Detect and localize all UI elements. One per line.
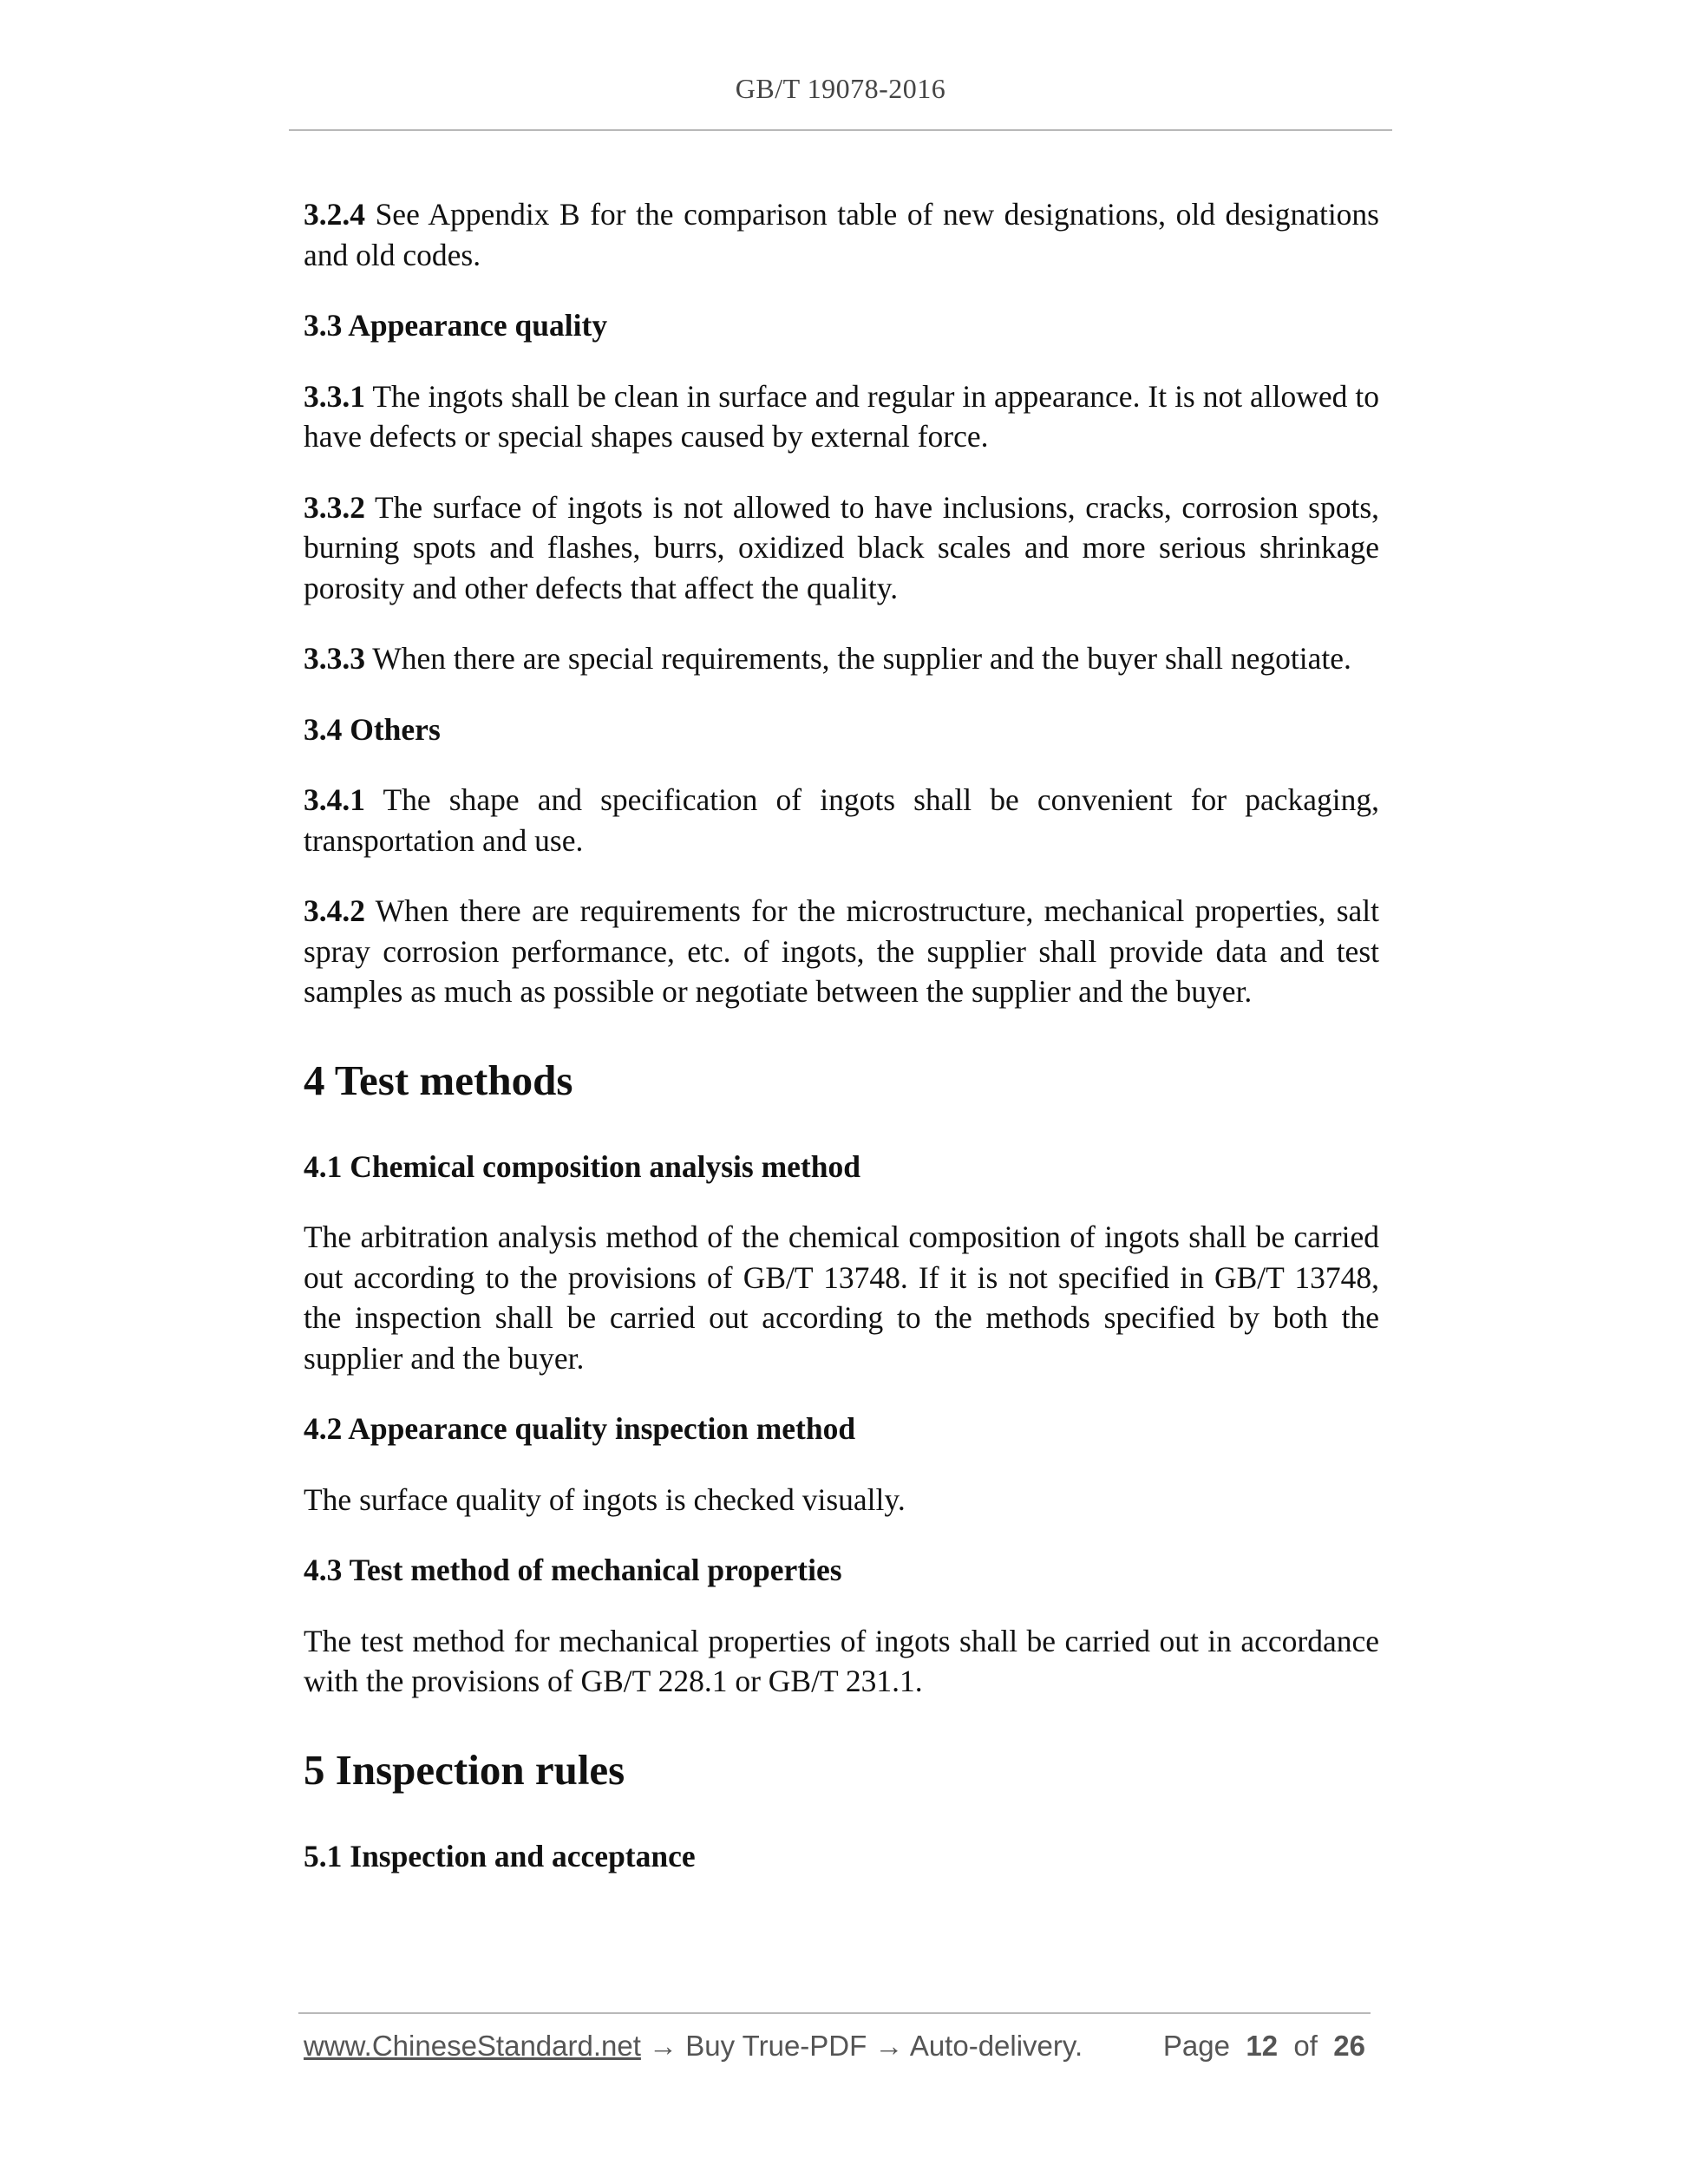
document-header: GB/T 19078-2016 [735, 73, 946, 104]
footer-divider [298, 2012, 1371, 2014]
clause-3-4-1 [304, 780, 1379, 860]
clause-text: When there are special requirements, the supplier and the buyer shall negotiate. [372, 641, 1351, 676]
page-current: 12 [1246, 2030, 1279, 2062]
heading-3-3: 3.3 Appearance quality [304, 308, 608, 343]
clause-text: The surface of ingots is not allowed to have inclusions, cracks, corrosion spots, burning spots and flashes, burrs, oxidized black scales and more serious shrinkage porosity and other defects that affect the quality. [304, 489, 1380, 605]
paragraph-4-1: The arbitration analysis method of the chemical composition of ingots shall be carried out according to the provisions of GB/T 13748. If it is not specified in GB/T 13748, the inspection shall be carried out according to the methods specified by both the supplier and the buyer. [304, 1220, 1379, 1376]
page-label: Page [1162, 2030, 1230, 2062]
heading-5-1: 5.1 Inspection and acceptance [304, 1838, 696, 1873]
heading-4-1: 4.1 Chemical composition analysis method [304, 1148, 860, 1184]
page-number [1163, 2030, 1365, 2063]
clause-text: See Appendix B for the comparison table of new designations, old designations and old codes. [304, 197, 1380, 272]
heading-5: 5 Inspection rules [304, 1745, 625, 1794]
clause-3-3-1 [304, 376, 1379, 457]
clause-text: When there are requirements for the microstructure, mechanical properties, salt spray corrosion performance, etc. of ingots, the supplier shall provide data and test samples as much as possible or negotiate between the supplier and the buyer. [304, 893, 1380, 1009]
of-label: of [1293, 2030, 1318, 2062]
page-total: 26 [1333, 2030, 1365, 2062]
paragraph-4-3: The test method for mechanical properties of ingots shall be carried out in accordance with the provisions of GB/T 228.1 or GB/T 231.1. [304, 1623, 1379, 1698]
clause-3-3-3 [304, 638, 1379, 679]
clause-number: 3.3.2 [304, 489, 365, 525]
footer-promo [304, 2030, 1083, 2063]
clause-number: 3.2.4 [304, 197, 365, 232]
clause-number: 3.3.1 [304, 378, 365, 414]
clause-3-4-2 [304, 891, 1379, 1012]
page-content [304, 194, 1379, 1906]
clause-text: The shape and specification of ingots shall be convenient for packaging, transportation and use. [304, 782, 1379, 858]
clause-number: 3.3.3 [304, 641, 365, 676]
footer-promo-text: → Buy True-PDF → Auto-delivery. [640, 2030, 1083, 2062]
clause-3-2-4 [304, 194, 1379, 275]
heading-4-3: 4.3 Test method of mechanical properties [304, 1553, 842, 1587]
paragraph-4-2: The surface quality of ingots is checked visually. [304, 1481, 906, 1517]
clause-number: 3.4.2 [304, 893, 365, 928]
page-footer [304, 2030, 1371, 2068]
clause-number: 3.4.1 [304, 782, 365, 817]
heading-4: 4 Test methods [304, 1056, 573, 1104]
heading-4-2: 4.2 Appearance quality inspection method [304, 1411, 856, 1446]
header-divider [289, 129, 1392, 131]
website-link[interactable]: www.ChineseStandard.net [304, 2030, 641, 2062]
clause-text: The ingots shall be clean in surface and regular in appearance. It is not allowed to have defects or special shapes caused by external force. [304, 378, 1380, 454]
heading-3-4: 3.4 Others [304, 711, 441, 747]
clause-3-3-2 [304, 487, 1379, 609]
